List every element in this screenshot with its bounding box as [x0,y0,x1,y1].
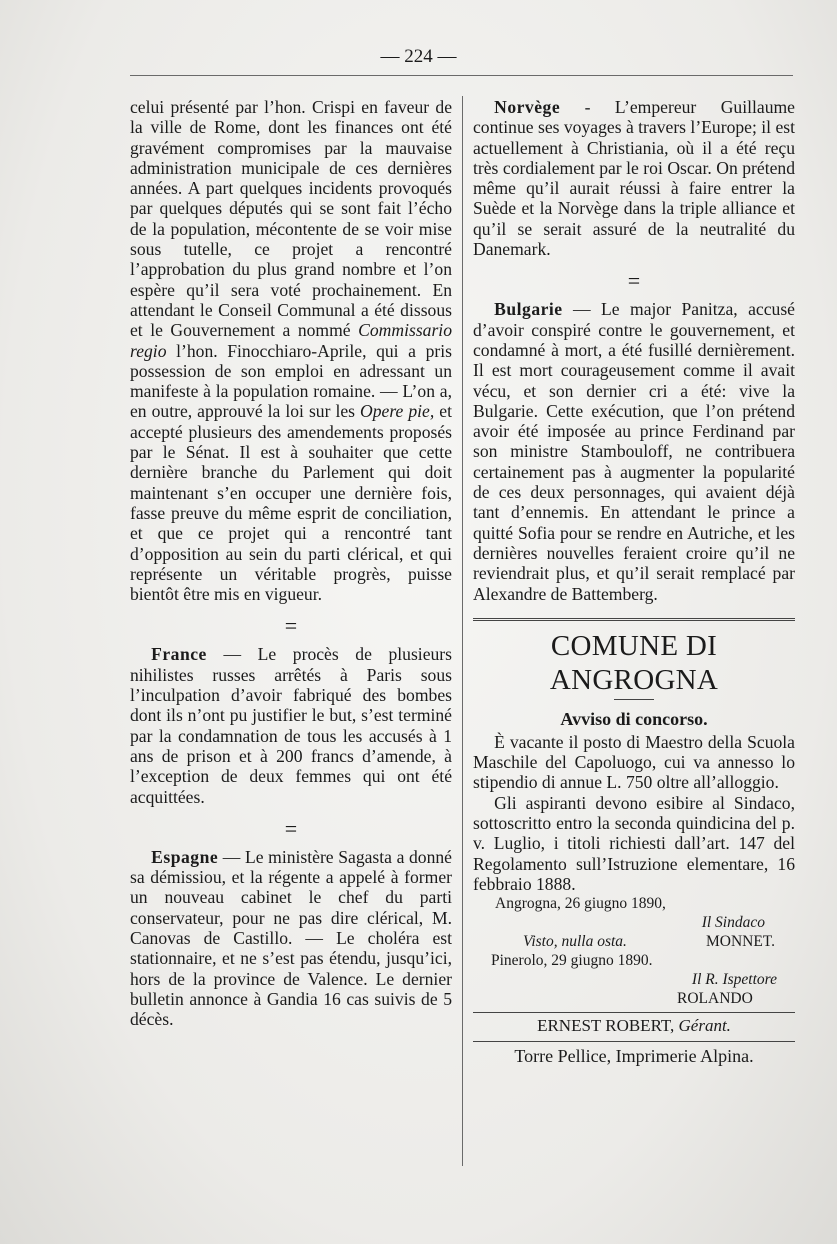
ispettore-name: ROLANDO [677,990,753,1008]
bulgarie-paragraph: Bulgarie — Le major Panitza, accusé d’avoir conspiré contre le gouvernement, et condamné à mort, a été fusillé dernièrement. Il est mort courageusement comme il avait vécu, et son dernier cri a été: vive la Bulgarie. Cette exécution, que l’on prétend avoir été imposée au prince Ferdinand par son ministre Stambouloff, ne contribuera certainement pas à augmenter la popularité de ces deux personnages, qui avaient déjà tant d’ennemis. En attendant le prince a quitté Sofia pour se rendre en Autriche, et les dernières nouvelles feraient croire qu’il ne reviendrait plus, et qu’il serait remplacé par Alexandre de Battemberg. [473,299,795,604]
footer-rule-2 [473,1041,795,1042]
visto-text: Visto, nulla osta. [523,933,627,951]
right-column [473,97,795,1068]
column-divider [462,96,463,1166]
france-heading: France [151,644,207,665]
sindaco-name: MONNET. [705,933,775,951]
section-separator: = [627,268,641,294]
gerant-name: ERNEST ROBERT, [537,1016,675,1036]
bulgarie-heading: Bulgarie [494,299,563,320]
place-date-2: Pinerolo, 29 giugno 1890. [491,952,653,970]
section-separator: = [284,613,298,639]
place-date-1: Angrogna, 26 giugno 1890, [495,895,666,913]
avviso-paragraph-2: Gli aspiranti devono esibire al Sindaco, sottoscritto entro la seconda quindicina del p. v. Luglio, i titoli richiesti dall’art. 147 del Regolamento sull’Istruzione elementare, 16 febbraio 1888. [473,792,795,894]
title-underline [614,699,654,700]
comune-title: COMUNE DI ANGROGNA [549,629,719,696]
section-separator: = [284,815,298,841]
sindaco-title: Il Sindaco [701,914,765,932]
norvege-paragraph: Norvège - L’empereur Guillaume continue ses voyages à travers l’Europe; il est actuellement à Christiania, où il a été reçu très cordialement par le roi Oscar. On prétend même qu’il aurait réussi à faire entrer la Suède et la Norvège dans la triple alliance et qu’il se serait assuré de la neutralité du Danemark. [473,97,795,260]
left-column [130,97,452,1029]
gerant-line [473,1015,795,1037]
visto-row [473,932,795,951]
page-number: — 224 — [380,46,457,67]
header-rule [130,75,793,76]
notice-top-rule [473,618,795,621]
gerant-title: Gérant. [678,1016,731,1036]
espagne-heading: Espagne [151,846,219,867]
rome-paragraph: celui présenté par l’hon. Crispi en faveur de la ville de Rome, dont les finances ont été gravément compromises par la mauvaise administration municipale de ces dernières années. A part quelques incidents provoqués par quelques députés qui se sont fait l’écho de la population, mécontente de se voir mise sous tutelle, ce projet a rencontré l’approbation du plus grand nombre et l’on espère qu’il sera voté prochainement. En attendant le Conseil Communal a été dissous et le Gouvernement a nommé Commissario regio l’hon. Finocchiaro-Aprile, qui a pris possession de son emploi en adressant un manifeste à la population romaine. — L’on a, en outre, approuvé la loi sur les Opere pie, et accepté plusieurs des amendements proposés par le Sénat. Il est à souhaiter que cette dernière branche du Parlement qui doit maintenant s’en occuper une dernière fois, fasse preuve du même esprit de conciliation, et que ce projet qui a rencontré tant d’opposition au sein du parti clérical, et qui représente un véritable progrès, puisse bientôt être mis en vigueur. [130,97,452,605]
espagne-paragraph: Espagne — Le ministère Sagasta a donné sa démissiou, et la régente a appelé à former un nouveau cabinet le chef du parti conservateur, pour ne pas dire clérical, M. Canovas de Castillo. — Le choléra est stationnaire, et ne s’est pas étendu, jusqu’ici, hors de la province de Valence. Le dernier bulletin annonce à Gandia 16 cas suivis de 5 décès. [130,846,452,1030]
imprimerie-line: Torre Pellice, Imprimerie Alpina. [514,1046,754,1067]
ispettore-title: Il R. Ispettore [691,971,777,989]
norvege-heading: Norvège [494,97,561,117]
avviso-title: Avviso di concorso. [560,708,708,729]
avviso-paragraph-1: È vacante il posto di Maestro della Scuola Maschile del Capoluogo, cui va annesso lo stipendio di annue L. 750 oltre all’alloggio. [473,731,795,793]
footer-rule-1 [473,1012,795,1013]
france-paragraph: France — Le procès de plusieurs nihilistes russes arrêtés à Paris sous l’inculpation d’avoir fabriqué des bombes dont ils n’ont pu justifier le but, s’est terminé par la condamnation de tous les accusés à 1 ans de prison et à 200 francs d’amende, à l’exception de deux femmes qui ont été acquittées. [130,644,453,807]
